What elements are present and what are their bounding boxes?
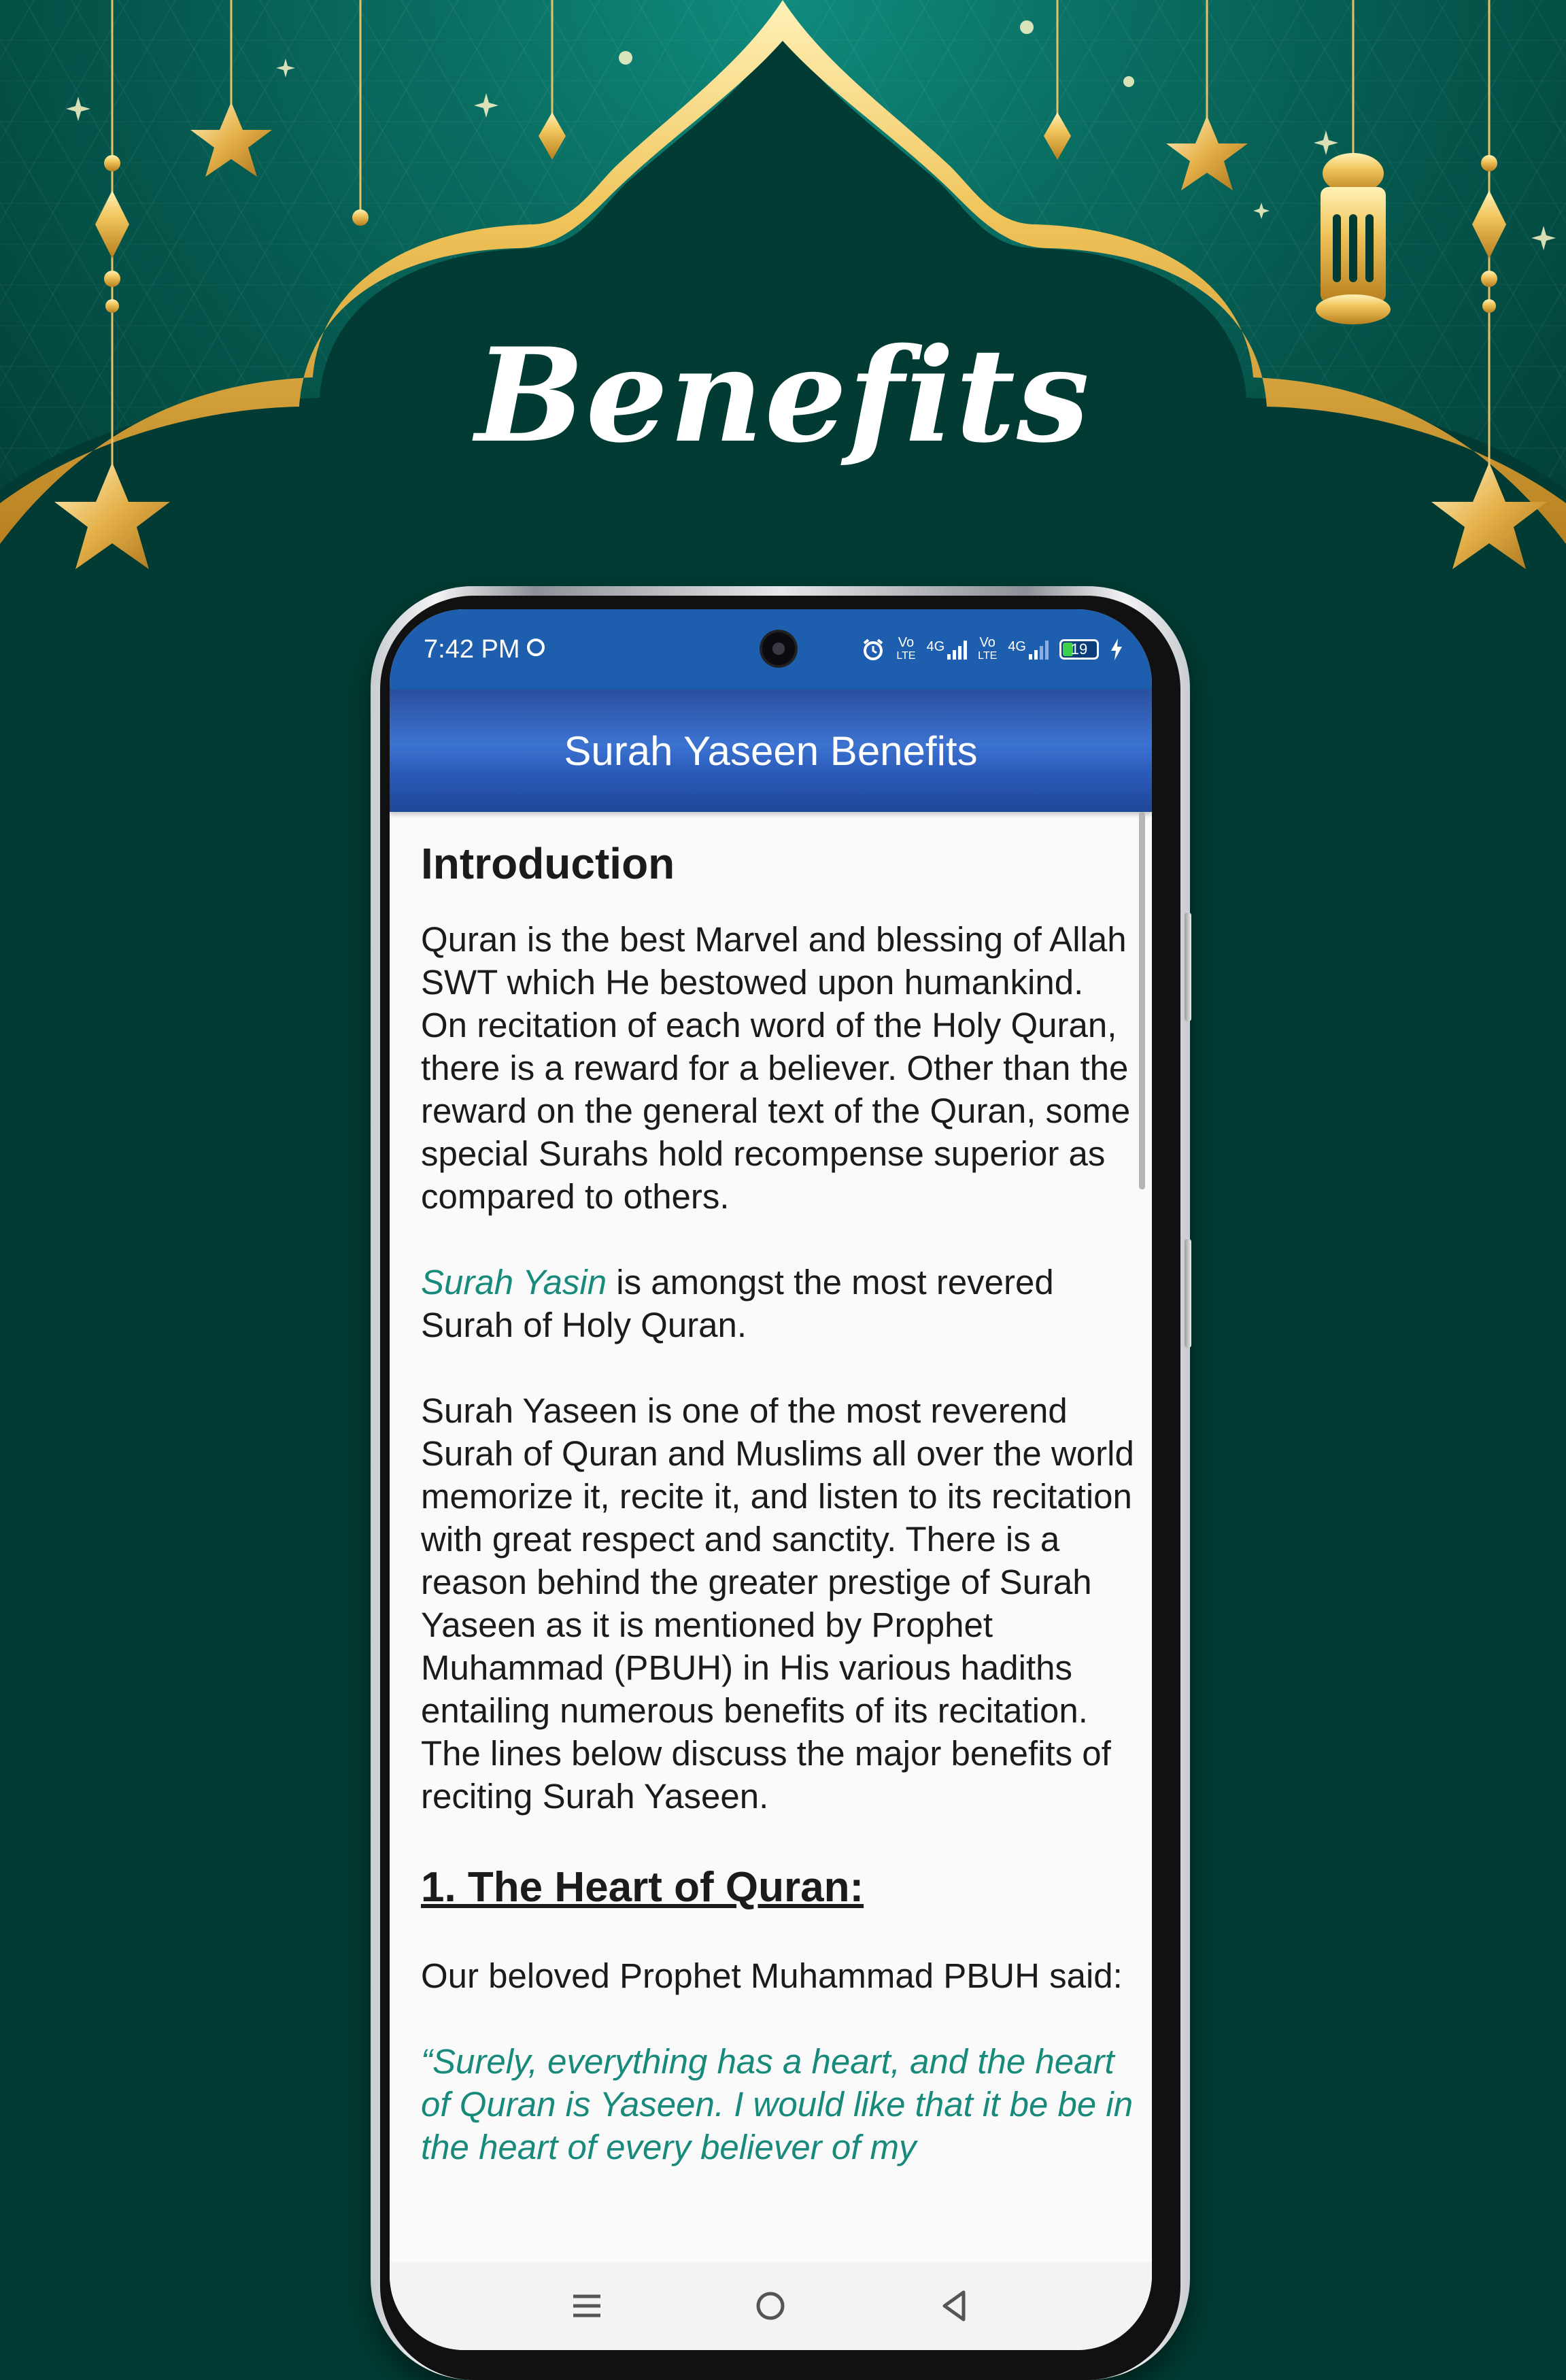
sim2-lte-label: LTE (978, 650, 998, 662)
front-camera (760, 630, 798, 668)
navigation-bar (390, 2262, 1152, 2350)
section-paragraph: Our beloved Prophet Muhammad PBUH said: (421, 1956, 1123, 1995)
description-paragraph: Surah Yaseen is one of the most reverend Surah of Quran and Muslims all over the world memorize it, recite it, and listen to its recitation with great respect and sanctity. There is a reason behind the greater prestige of Surah Yaseen as it is mentioned by Prophet Muhammad (PBUH) in His various hadiths entailing numerous benefits of its recitation. The lines below discuss the major benefits of reciting Surah Yaseen. (421, 1391, 1134, 1816)
signal-icon (1008, 639, 1049, 660)
alarm-icon (861, 637, 885, 662)
signal-icon (926, 639, 967, 660)
article-content[interactable] (421, 812, 1135, 2267)
battery-level: 19 (1070, 641, 1088, 658)
intro-paragraph: Quran is the best Marvel and blessing of Allah SWT which He bestowed upon humankind. On recitation of each word of the Holy Quran, there is a reward for a believer. Other than the reward on the general text of the Quran, some special Surahs hold recompense superior as compared to others. (421, 920, 1131, 1216)
status-time: 7:42 PM (424, 635, 520, 664)
home-nav-icon[interactable] (750, 2285, 791, 2326)
section-heading: 1. The Heart of Quran: (421, 1864, 864, 1911)
surah-yasin-text: is amongst the most revered Surah of Holy Quran. (421, 1263, 1054, 1344)
app-bar (390, 690, 1152, 812)
phone-screen (390, 609, 1152, 2350)
status-bar (390, 609, 1152, 690)
notification-icon (527, 639, 545, 656)
charging-icon (1110, 639, 1123, 660)
surah-yasin-link[interactable]: Surah Yasin (421, 1263, 607, 1302)
sim1-vo-label: Vo (898, 635, 915, 650)
golden-arch-decoration (0, 0, 1566, 612)
menu-nav-icon[interactable] (566, 2285, 607, 2326)
surah-yasin-paragraph (421, 1261, 1135, 1346)
sim2-vo-label: Vo (979, 635, 995, 650)
banner-title: Benefits (475, 320, 1091, 471)
sim1-network (896, 636, 915, 663)
scrollbar[interactable] (1139, 812, 1145, 1189)
sim2-network (978, 636, 997, 663)
sim2-4g-label: 4G (1008, 639, 1026, 654)
article-heading: Introduction (421, 839, 675, 888)
sim1-4g-label: 4G (926, 639, 945, 654)
back-nav-icon[interactable] (934, 2285, 974, 2326)
sim1-lte-label: LTE (896, 650, 916, 662)
battery-icon (1059, 639, 1099, 660)
volume-button (1185, 913, 1191, 1021)
app-bar-title: Surah Yaseen Benefits (564, 728, 978, 774)
hadith-quote: “Surely, everything has a heart, and the heart of Quran is Yaseen. I would like that it be be in the heart of every believer of my (421, 2042, 1134, 2166)
status-icons (861, 632, 1123, 666)
power-button (1185, 1239, 1191, 1348)
phone-mockup (371, 586, 1190, 2380)
